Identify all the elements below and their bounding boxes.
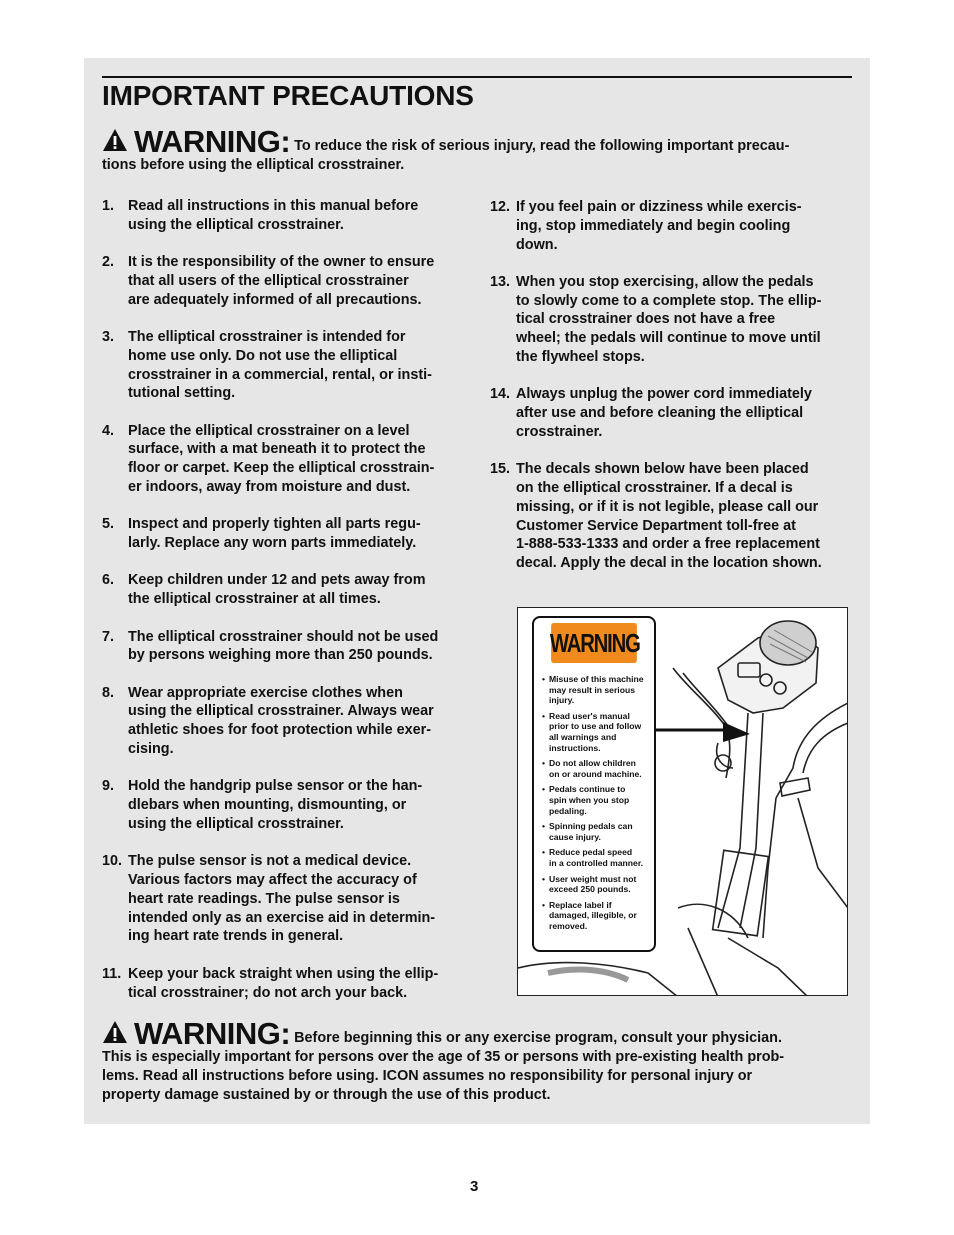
precaution-number: 3. xyxy=(102,328,115,345)
precaution-text-line: Customer Service Department toll-free at xyxy=(516,517,796,534)
decal-item: • Pedals continue to spin when you stop pedaling. xyxy=(542,784,648,816)
precaution-text-line: Inspect and properly tighten all parts regu- xyxy=(128,516,421,533)
warning-decal xyxy=(532,616,656,952)
precaution-number: 11. xyxy=(102,965,122,982)
decal-item: • Do not allow children on or around machine. xyxy=(542,758,648,779)
precaution-item xyxy=(102,197,470,235)
precaution-text-line: Keep your back straight when using the ellip- xyxy=(128,965,439,982)
precaution-item xyxy=(490,273,855,367)
precaution-text-line: Hold the handgrip pulse sensor or the han- xyxy=(128,778,423,795)
precaution-number: 8. xyxy=(102,684,115,701)
precaution-text-line: down. xyxy=(516,236,558,253)
precaution-text-line: cising. xyxy=(128,741,174,758)
precaution-text-line: intended only as an exercise aid in determin- xyxy=(128,909,436,926)
precaution-text-line: Place the elliptical crosstrainer on a level xyxy=(128,422,410,439)
precaution-text-line: tical crosstrainer; do not arch your back. xyxy=(128,984,408,1001)
precaution-text-line: using the elliptical crosstrainer. xyxy=(128,815,344,832)
precaution-text-line: If you feel pain or dizziness while exercis- xyxy=(516,199,802,215)
precaution-text-line: decal. Apply the decal in the location shown. xyxy=(516,555,822,572)
precaution-item xyxy=(102,328,470,403)
precaution-text-line: using the elliptical crosstrainer. Always wear xyxy=(128,703,434,720)
precautions-right-column xyxy=(490,198,855,592)
precaution-text-line: larly. Replace any worn parts immediately. xyxy=(128,535,417,552)
precaution-text-line: are adequately informed of all precautions. xyxy=(128,291,422,308)
top-warning xyxy=(102,124,852,175)
precaution-text-line: Keep children under 12 and pets away from xyxy=(128,572,426,589)
precaution-text-line: tical crosstrainer does not have a free xyxy=(516,311,776,328)
precaution-number: 5. xyxy=(102,516,115,533)
precaution-text-line: ing heart rate trends in general. xyxy=(128,928,344,945)
precaution-number: 7. xyxy=(102,628,115,645)
precaution-text-line: Always unplug the power cord immediately xyxy=(516,386,812,403)
decal-item: • Spinning pedals can cause injury. xyxy=(542,821,648,842)
precaution-text-line: athletic shoes for foot protection while exer- xyxy=(128,722,432,739)
precaution-item xyxy=(102,852,470,946)
precaution-text-line: It is the responsibility of the owner to ensure xyxy=(128,254,435,271)
precaution-text-line: er indoors, away from moisture and dust. xyxy=(128,479,411,496)
precaution-text-line: wheel; the pedals will continue to move until xyxy=(516,330,821,347)
warning-label: WARNING: xyxy=(134,124,291,159)
precaution-number: 4. xyxy=(102,422,115,439)
precaution-text-line: Read all instructions in this manual before xyxy=(128,198,419,214)
precaution-number: 9. xyxy=(102,778,115,795)
precaution-number: 6. xyxy=(102,572,115,589)
precaution-number: 15. xyxy=(490,461,511,478)
precaution-text-line: to slowly come to a complete stop. The ellip- xyxy=(516,292,822,309)
decal-items xyxy=(534,668,654,931)
precaution-text-line: the flywheel stops. xyxy=(516,349,645,366)
title-rule xyxy=(102,76,852,78)
precaution-text-line: tutional setting. xyxy=(128,385,236,402)
precaution-text-line: by persons weighing more than 250 pounds. xyxy=(128,647,433,664)
precaution-text-line: The elliptical crosstrainer is intended for xyxy=(128,328,406,345)
precaution-text-line: surface, with a mat beneath it to protect the xyxy=(128,441,426,458)
precaution-text-line: 1-888-533-1333 and order a free replacement xyxy=(516,536,820,553)
precaution-text-line: The pulse sensor is not a medical device. xyxy=(128,853,412,870)
top-warning-line1: To reduce the risk of serious injury, read the following important precau- xyxy=(294,138,790,154)
page-title: IMPORTANT PRECAUTIONS xyxy=(102,80,474,111)
precaution-text-line: Various factors may affect the accuracy of xyxy=(128,872,417,889)
precautions-left-column xyxy=(102,197,470,1021)
bottom-warning-line4: property damage sustained by or through the use of this product. xyxy=(102,1087,551,1103)
precaution-text-line: home use only. Do not use the elliptical xyxy=(128,347,398,364)
precaution-item xyxy=(102,628,470,666)
precaution-text-line: missing, or if it is not legible, please call our xyxy=(516,498,819,515)
precaution-item xyxy=(102,515,470,553)
decal-item: • Read user's manual prior to use and follow all warnings and instructions. xyxy=(542,711,648,753)
precaution-number: 12. xyxy=(490,199,511,215)
precaution-text-line: When you stop exercising, allow the pedals xyxy=(516,273,814,290)
decal-location-figure xyxy=(517,607,848,996)
warning-label: WARNING: xyxy=(134,1016,291,1051)
precaution-number: 2. xyxy=(102,254,115,271)
precaution-text-line: heart rate readings. The pulse sensor is xyxy=(128,890,400,907)
precaution-text-line: crosstrainer. xyxy=(516,423,603,440)
precaution-text-line: Wear appropriate exercise clothes when xyxy=(128,684,403,701)
precaution-text-line: floor or carpet. Keep the elliptical crosstrain- xyxy=(128,460,435,477)
precaution-text-line: The elliptical crosstrainer should not be used xyxy=(128,628,439,645)
precaution-item xyxy=(102,571,470,609)
bottom-warning-line1: Before beginning this or any exercise program, consult your physician. xyxy=(294,1030,782,1046)
precaution-number: 14. xyxy=(490,386,511,403)
precaution-text-line: the elliptical crosstrainer at all times. xyxy=(128,591,381,608)
precaution-item xyxy=(102,965,470,1003)
decal-item: • Replace label if damaged, illegible, or removed. xyxy=(542,900,648,932)
precaution-item xyxy=(102,777,470,833)
precaution-number: 13. xyxy=(490,273,511,290)
precaution-item xyxy=(102,422,470,497)
precaution-item xyxy=(102,253,470,309)
precaution-text-line: after use and before cleaning the elliptical xyxy=(516,405,804,422)
precaution-text-line: ing, stop immediately and begin cooling xyxy=(516,217,791,234)
decal-heading-text: WARNING xyxy=(549,627,640,658)
precaution-text-line: crosstrainer in a commercial, rental, or insti- xyxy=(128,366,432,383)
precaution-item xyxy=(490,385,855,441)
precaution-number: 10. xyxy=(102,853,123,870)
precaution-item xyxy=(490,460,855,573)
bottom-warning-line2: This is especially important for persons over the age of 35 or persons with pre-existing health prob- xyxy=(102,1049,785,1065)
bottom-warning xyxy=(102,1016,852,1105)
bottom-warning-line3: lems. Read all instructions before using. ICON assumes no responsibility for personal injury or xyxy=(102,1068,753,1084)
precaution-text-line: using the elliptical crosstrainer. xyxy=(128,216,344,233)
page-number: 3 xyxy=(470,1178,479,1195)
warning-triangle-icon xyxy=(102,1020,128,1044)
top-warning-line2: tions before using the elliptical crosstrainer. xyxy=(102,157,405,173)
decal-item: • Misuse of this machine may result in serious injury. xyxy=(542,674,648,706)
decal-heading xyxy=(549,623,640,663)
precaution-text-line: dlebars when mounting, dismounting, or xyxy=(128,797,407,814)
precaution-text-line: that all users of the elliptical crosstrainer xyxy=(128,272,409,289)
decal-item: • User weight must not exceed 250 pounds. xyxy=(542,874,648,895)
warning-triangle-icon xyxy=(102,128,128,152)
precaution-text-line: on the elliptical crosstrainer. If a decal is xyxy=(516,480,793,497)
precaution-text-line: The decals shown below have been placed xyxy=(516,461,809,478)
precaution-number: 1. xyxy=(102,198,115,214)
precaution-item xyxy=(490,198,855,254)
precaution-item xyxy=(102,684,470,759)
decal-item: • Reduce pedal speed in a controlled manner. xyxy=(542,847,648,868)
